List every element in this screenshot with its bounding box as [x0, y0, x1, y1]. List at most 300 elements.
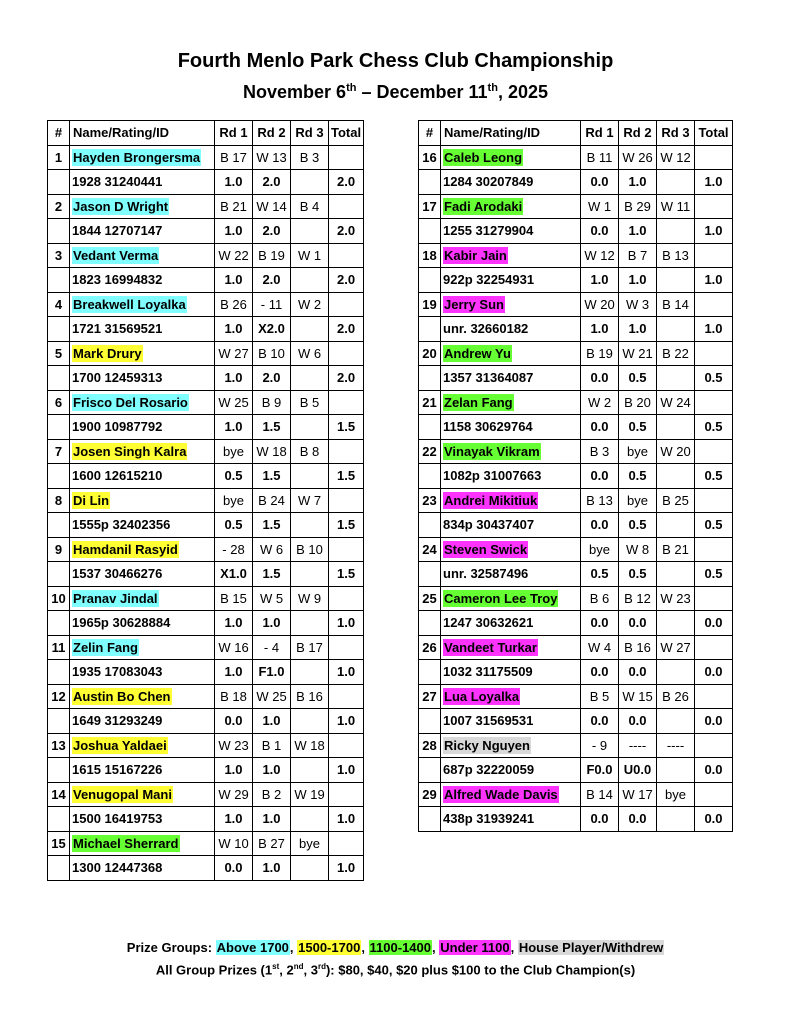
player-row-pairings [48, 194, 364, 219]
round3-pairing: B 14 [657, 292, 695, 317]
total-score: 0.5 [695, 513, 733, 538]
prizes-sup1: st [272, 962, 280, 971]
round2-pairing: B 10 [253, 341, 291, 366]
round1-score: 0.0 [581, 807, 619, 832]
player-number: 19 [419, 292, 441, 317]
player-number: 3 [48, 243, 70, 268]
round3-score [291, 856, 329, 881]
total-empty [329, 194, 364, 219]
round1-pairing: B 18 [215, 684, 253, 709]
total-empty [695, 733, 733, 758]
player-row-pairings [419, 390, 733, 415]
round3-score [291, 464, 329, 489]
player-row-pairings [48, 684, 364, 709]
header-rd1: Rd 1 [581, 121, 619, 146]
player-name: Kabir Jain [444, 247, 507, 263]
player-number: 29 [419, 782, 441, 807]
player-row-pairings [419, 635, 733, 660]
round2-score: X2.0 [253, 317, 291, 342]
player-row-scores [48, 660, 364, 685]
empty-num-cell [419, 611, 441, 636]
player-row-pairings [48, 586, 364, 611]
player-row-scores [419, 415, 733, 440]
player-row-pairings [48, 537, 364, 562]
round1-score: 0.0 [581, 513, 619, 538]
round3-score [291, 807, 329, 832]
player-row-pairings [48, 831, 364, 856]
player-name-cell [441, 586, 581, 611]
page-title: Fourth Menlo Park Chess Club Championship [177, 50, 614, 72]
round1-pairing: W 4 [581, 635, 619, 660]
round2-score: 2.0 [253, 170, 291, 195]
player-name: Steven Swick [444, 541, 528, 557]
player-name: Zelin Fang [73, 639, 138, 655]
player-number: 26 [419, 635, 441, 660]
round2-pairing: bye [619, 488, 657, 513]
round3-pairing: W 18 [291, 733, 329, 758]
round1-pairing: B 13 [581, 488, 619, 513]
header-total: Total [329, 121, 364, 146]
round1-pairing: B 26 [215, 292, 253, 317]
round2-pairing: B 19 [253, 243, 291, 268]
round3-pairing: W 24 [657, 390, 695, 415]
round3-pairing: B 13 [657, 243, 695, 268]
prizes-sup3: rd [317, 962, 326, 971]
round1-pairing: B 19 [581, 341, 619, 366]
player-number: 25 [419, 586, 441, 611]
subtitle-sup1: th [346, 82, 357, 94]
round3-pairing: B 22 [657, 341, 695, 366]
round2-pairing: W 18 [253, 439, 291, 464]
player-row-scores [48, 758, 364, 783]
round2-pairing: B 9 [253, 390, 291, 415]
prize-group-separator: , [361, 940, 369, 955]
player-name-cell [70, 243, 215, 268]
player-name-cell [441, 537, 581, 562]
round1-score: 1.0 [215, 366, 253, 391]
round1-score: 1.0 [215, 219, 253, 244]
prizes-a: All Group Prizes (1 [155, 962, 273, 978]
total-score: 1.5 [329, 464, 364, 489]
player-name: Vinayak Vikram [444, 443, 540, 459]
round1-score: 1.0 [581, 268, 619, 293]
player-row-scores [419, 366, 733, 391]
player-name-cell [70, 390, 215, 415]
empty-num-cell [48, 758, 70, 783]
round1-score: 0.0 [581, 464, 619, 489]
round1-pairing: W 1 [581, 194, 619, 219]
player-name-cell [441, 684, 581, 709]
total-score: 1.0 [329, 660, 364, 685]
round2-pairing: - 11 [253, 292, 291, 317]
round1-score: 1.0 [215, 660, 253, 685]
round1-score: 0.5 [581, 562, 619, 587]
round3-pairing: B 17 [291, 635, 329, 660]
total-empty [329, 292, 364, 317]
page-subtitle [0, 82, 791, 103]
empty-num-cell [48, 415, 70, 440]
round2-pairing: B 27 [253, 831, 291, 856]
round2-pairing: W 8 [619, 537, 657, 562]
total-score: 0.5 [695, 366, 733, 391]
player-number: 24 [419, 537, 441, 562]
prizes-c: , 3 [303, 962, 318, 978]
round2-score: 0.0 [619, 611, 657, 636]
empty-num-cell [48, 464, 70, 489]
player-name-cell [441, 390, 581, 415]
player-row-scores [48, 611, 364, 636]
round3-score [291, 170, 329, 195]
round1-score: 0.0 [581, 709, 619, 734]
round2-pairing: B 7 [619, 243, 657, 268]
header-name: Name/Rating/ID [441, 121, 581, 146]
round1-pairing: B 5 [581, 684, 619, 709]
total-empty [695, 537, 733, 562]
player-name-cell [70, 831, 215, 856]
header-rd2: Rd 2 [253, 121, 291, 146]
total-score: 1.0 [329, 856, 364, 881]
empty-num-cell [419, 807, 441, 832]
header-rd3: Rd 3 [291, 121, 329, 146]
standings-table-right [418, 120, 733, 832]
round3-pairing: W 1 [291, 243, 329, 268]
player-row-scores [419, 758, 733, 783]
round1-score: 0.0 [581, 170, 619, 195]
player-name-cell [70, 782, 215, 807]
round3-score [657, 268, 695, 293]
total-score: 2.0 [329, 219, 364, 244]
total-empty [329, 390, 364, 415]
round2-score: 1.0 [253, 807, 291, 832]
player-name-cell [70, 145, 215, 170]
table-header-row [419, 121, 733, 146]
player-name: Caleb Leong [444, 149, 523, 165]
round2-pairing: bye [619, 439, 657, 464]
player-rating-id: 1844 12707147 [70, 219, 215, 244]
round2-score: 0.5 [619, 562, 657, 587]
round3-score [657, 366, 695, 391]
player-name: Andrew Yu [444, 345, 511, 361]
prize-groups-line [0, 940, 791, 955]
player-row-scores [48, 366, 364, 391]
total-empty [695, 635, 733, 660]
round3-pairing: B 25 [657, 488, 695, 513]
empty-num-cell [48, 660, 70, 685]
round2-pairing: W 3 [619, 292, 657, 317]
empty-num-cell [419, 562, 441, 587]
round1-pairing: W 23 [215, 733, 253, 758]
round3-score [657, 317, 695, 342]
total-empty [695, 684, 733, 709]
total-score: 0.0 [695, 660, 733, 685]
total-score: 1.0 [695, 219, 733, 244]
total-empty [329, 341, 364, 366]
player-rating-id: 1700 12459313 [70, 366, 215, 391]
total-score: 0.5 [695, 415, 733, 440]
player-row-scores [48, 415, 364, 440]
total-empty [695, 341, 733, 366]
player-number: 16 [419, 145, 441, 170]
player-row-pairings [48, 439, 364, 464]
player-rating-id: 1900 10987792 [70, 415, 215, 440]
total-score: 1.0 [695, 170, 733, 195]
round2-pairing: B 12 [619, 586, 657, 611]
round3-score [657, 415, 695, 440]
total-empty [695, 586, 733, 611]
player-row-pairings [48, 733, 364, 758]
player-number: 11 [48, 635, 70, 660]
prizes-sup2: nd [293, 962, 304, 971]
round3-pairing: B 5 [291, 390, 329, 415]
player-row-scores [419, 709, 733, 734]
player-number: 2 [48, 194, 70, 219]
player-name-cell [70, 292, 215, 317]
player-name-cell [70, 341, 215, 366]
round2-score: 0.5 [619, 366, 657, 391]
header-name: Name/Rating/ID [70, 121, 215, 146]
total-empty [695, 782, 733, 807]
round1-pairing: bye [581, 537, 619, 562]
total-empty [329, 439, 364, 464]
player-name-cell [70, 733, 215, 758]
player-name-cell [441, 733, 581, 758]
player-number: 6 [48, 390, 70, 415]
player-name-cell [441, 341, 581, 366]
round2-pairing: - 4 [253, 635, 291, 660]
round1-pairing: W 20 [581, 292, 619, 317]
header-total: Total [695, 121, 733, 146]
round3-score [291, 513, 329, 538]
player-name-cell [441, 145, 581, 170]
round3-score [291, 758, 329, 783]
empty-num-cell [48, 513, 70, 538]
player-row-scores [419, 170, 733, 195]
total-score: 0.0 [695, 807, 733, 832]
player-row-pairings [48, 243, 364, 268]
round1-score: 1.0 [215, 807, 253, 832]
player-rating-id: 1721 31569521 [70, 317, 215, 342]
player-rating-id: 1935 17083043 [70, 660, 215, 685]
round3-pairing: W 11 [657, 194, 695, 219]
round2-pairing: B 16 [619, 635, 657, 660]
player-row-scores [419, 219, 733, 244]
subtitle-part2: – December 11 [356, 82, 488, 102]
player-rating-id: 1965p 30628884 [70, 611, 215, 636]
round3-score [657, 611, 695, 636]
total-empty [695, 439, 733, 464]
player-name-cell [70, 684, 215, 709]
player-rating-id: 1032 31175509 [441, 660, 581, 685]
round3-pairing: W 19 [291, 782, 329, 807]
round1-pairing: W 22 [215, 243, 253, 268]
player-rating-id: 1300 12447368 [70, 856, 215, 881]
round1-score: 0.0 [581, 660, 619, 685]
round2-pairing: B 20 [619, 390, 657, 415]
round3-pairing: W 20 [657, 439, 695, 464]
round3-score [291, 317, 329, 342]
player-number: 22 [419, 439, 441, 464]
round1-score: X1.0 [215, 562, 253, 587]
round1-pairing: W 25 [215, 390, 253, 415]
round1-score: 0.0 [581, 366, 619, 391]
player-name-cell [70, 488, 215, 513]
round1-pairing: B 14 [581, 782, 619, 807]
player-rating-id: unr. 32660182 [441, 317, 581, 342]
round2-score: F1.0 [253, 660, 291, 685]
player-row-pairings [48, 390, 364, 415]
round3-score [291, 562, 329, 587]
player-row-pairings [419, 684, 733, 709]
player-name: Hamdanil Rasyid [73, 541, 178, 557]
round3-score [291, 415, 329, 440]
round1-score: 0.5 [215, 513, 253, 538]
player-number: 23 [419, 488, 441, 513]
round3-pairing: W 6 [291, 341, 329, 366]
round1-score: 1.0 [215, 170, 253, 195]
player-row-pairings [419, 586, 733, 611]
empty-num-cell [419, 268, 441, 293]
empty-num-cell [419, 660, 441, 685]
player-rating-id: 1555p 32402356 [70, 513, 215, 538]
player-name: Di Lin [73, 492, 110, 508]
round3-score [657, 219, 695, 244]
round1-pairing: B 6 [581, 586, 619, 611]
round2-pairing: B 29 [619, 194, 657, 219]
empty-num-cell [48, 807, 70, 832]
total-score: 0.5 [695, 562, 733, 587]
player-name-cell [441, 243, 581, 268]
player-number: 18 [419, 243, 441, 268]
player-row-pairings [419, 782, 733, 807]
player-rating-id: 1600 12615210 [70, 464, 215, 489]
prize-group-separator: , [432, 940, 440, 955]
empty-num-cell [48, 219, 70, 244]
round3-score [291, 611, 329, 636]
total-score: 0.0 [695, 758, 733, 783]
round2-pairing: W 5 [253, 586, 291, 611]
subtitle-part1: November 6 [243, 82, 347, 102]
round1-pairing: W 27 [215, 341, 253, 366]
round1-pairing: B 15 [215, 586, 253, 611]
player-name-cell [441, 194, 581, 219]
player-rating-id: 1284 30207849 [441, 170, 581, 195]
player-name: Frisco Del Rosario [73, 394, 188, 410]
player-row-scores [419, 317, 733, 342]
player-row-scores [48, 807, 364, 832]
player-rating-id: 1007 31569531 [441, 709, 581, 734]
round3-score [291, 709, 329, 734]
round3-score [291, 660, 329, 685]
total-score: 1.5 [329, 415, 364, 440]
round2-pairing: W 15 [619, 684, 657, 709]
player-row-pairings [419, 733, 733, 758]
empty-num-cell [419, 415, 441, 440]
player-name-cell [441, 292, 581, 317]
round2-pairing: W 14 [253, 194, 291, 219]
total-score: 2.0 [329, 268, 364, 293]
player-number: 10 [48, 586, 70, 611]
round2-score: 2.0 [253, 219, 291, 244]
player-row-scores [419, 268, 733, 293]
round1-score: 1.0 [215, 758, 253, 783]
player-name-cell [441, 488, 581, 513]
player-number: 20 [419, 341, 441, 366]
player-row-scores [48, 464, 364, 489]
player-rating-id: 834p 30437407 [441, 513, 581, 538]
player-row-pairings [48, 635, 364, 660]
total-empty [695, 390, 733, 415]
round1-score: 0.0 [581, 611, 619, 636]
round2-score: 0.0 [619, 660, 657, 685]
player-row-pairings [419, 537, 733, 562]
total-score: 0.5 [695, 464, 733, 489]
round2-score: U0.0 [619, 758, 657, 783]
total-empty [695, 292, 733, 317]
player-row-pairings [48, 488, 364, 513]
total-score: 0.0 [695, 709, 733, 734]
total-empty [329, 243, 364, 268]
prize-group-1500-1700: 1500-1700 [298, 940, 361, 955]
empty-num-cell [48, 170, 70, 195]
prizes-b: , 2 [279, 962, 294, 978]
prize-group-house: House Player/Withdrew [518, 940, 664, 955]
player-row-scores [48, 219, 364, 244]
player-number: 9 [48, 537, 70, 562]
round3-pairing: B 16 [291, 684, 329, 709]
round1-score: 1.0 [581, 317, 619, 342]
player-name: Vandeet Turkar [444, 639, 537, 655]
player-name: Jason D Wright [73, 198, 169, 214]
total-score: 1.0 [695, 317, 733, 342]
round1-pairing: - 28 [215, 537, 253, 562]
player-rating-id: 1255 31279904 [441, 219, 581, 244]
round2-score: 1.0 [619, 317, 657, 342]
total-empty [329, 733, 364, 758]
round3-pairing: B 26 [657, 684, 695, 709]
round2-pairing: W 25 [253, 684, 291, 709]
round1-pairing: W 29 [215, 782, 253, 807]
total-empty [329, 684, 364, 709]
player-row-scores [48, 856, 364, 881]
empty-num-cell [48, 856, 70, 881]
player-row-pairings [48, 341, 364, 366]
round3-score [657, 562, 695, 587]
round2-pairing: B 1 [253, 733, 291, 758]
total-score: 2.0 [329, 366, 364, 391]
player-name-cell [70, 635, 215, 660]
round3-score [291, 366, 329, 391]
round1-score: 0.5 [215, 464, 253, 489]
round2-score: 1.0 [619, 268, 657, 293]
player-number: 12 [48, 684, 70, 709]
round3-pairing: B 3 [291, 145, 329, 170]
empty-num-cell [419, 317, 441, 342]
header-num: # [48, 121, 70, 146]
round3-pairing: ---- [657, 733, 695, 758]
round2-pairing: W 13 [253, 145, 291, 170]
round2-score: 1.5 [253, 415, 291, 440]
player-number: 5 [48, 341, 70, 366]
round1-score: 1.0 [215, 415, 253, 440]
player-rating-id: 1158 30629764 [441, 415, 581, 440]
player-number: 1 [48, 145, 70, 170]
standings-table-left [47, 120, 364, 881]
round2-score: 1.5 [253, 562, 291, 587]
total-score: 2.0 [329, 317, 364, 342]
prize-group-separator: , [289, 940, 298, 955]
player-name: Joshua Yaldaei [73, 737, 167, 753]
round1-score: 0.0 [215, 856, 253, 881]
